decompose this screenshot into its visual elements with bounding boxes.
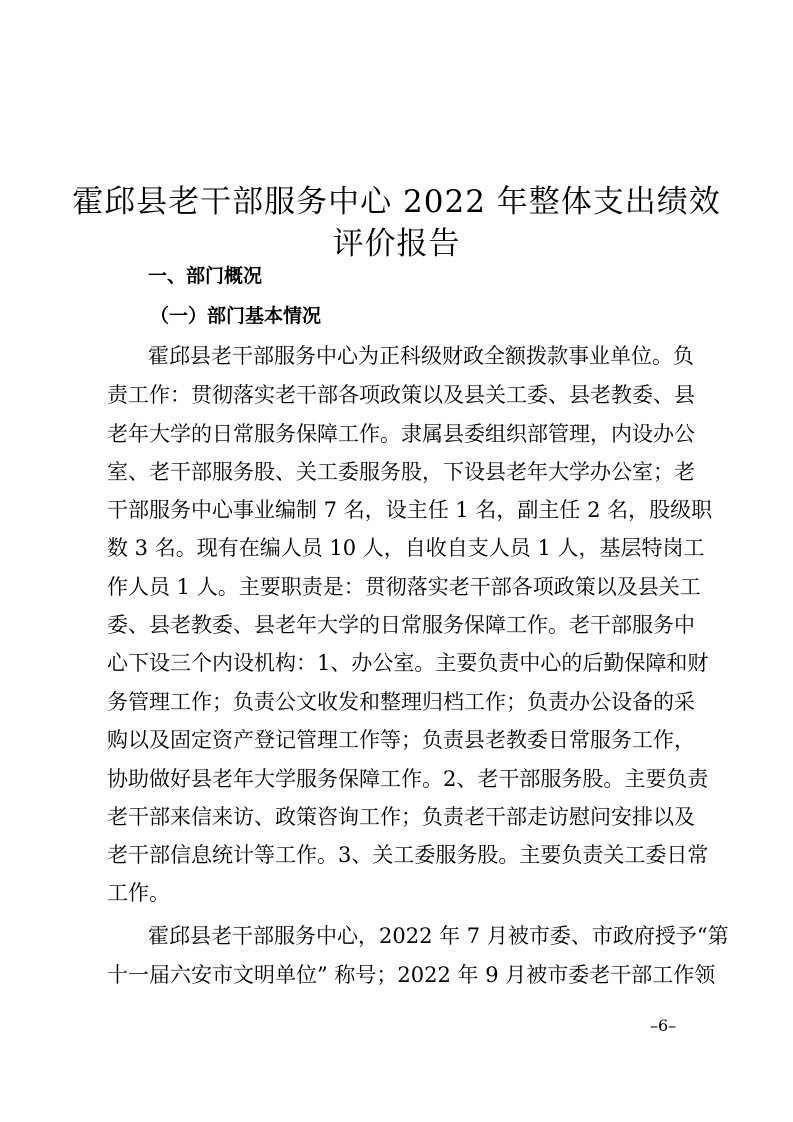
paragraph-line: 心下设三个内设机构：1、办公室。主要负责中心的后勤保障和财 [107,651,709,675]
report-title-line-1: 霍邱县老干部服务中心 2022 年整体支出绩效 [72,184,721,220]
page-number: –6– [650,1016,677,1035]
paragraph-line: 老年大学的日常服务保障工作。隶属县委组织部管理，内设办公 [107,422,695,446]
paragraph-line: 数 3 名。现有在编人员 10 人，自收自支人员 1 人，基层特岗工 [107,536,705,560]
paragraph-line: 干部服务中心事业编制 7 名，设主任 1 名，副主任 2 名，股级职 [107,498,713,522]
paragraph-line: 十一届六安市文明单位” 称号；2022 年 9 月被市委老干部工作领 [107,963,716,987]
paragraph-line: 老干部信息统计等工作。3、关工委服务股。主要负责关工委日常 [107,843,709,867]
paragraph-line: 室、老干部服务股、关工委服务股，下设县老年大学办公室；老 [107,460,695,484]
paragraph-line: 工作。 [107,881,170,905]
paragraph-line: 霍邱县老干部服务中心，2022 年 7 月被市委、市政府授予“第 [148,924,729,948]
section-heading-department-overview: 一、部门概况 [148,265,263,287]
paragraph-line: 老干部来信来访、政策咨询工作；负责老干部走访慰问安排以及 [107,805,695,829]
paragraph-line: 委、县老教委、县老年大学的日常服务保障工作。老干部服务中 [107,613,695,637]
paragraph-line: 作人员 1 人。主要职责是：贯彻落实老干部各项政策以及县关工 [107,575,701,599]
paragraph-line: 协助做好县老年大学服务保障工作。2、老干部服务股。主要负责 [107,767,709,791]
paragraph-line: 霍邱县老干部服务中心为正科级财政全额拨款事业单位。负 [148,344,694,368]
paragraph-line: 购以及固定资产登记管理工作等；负责县老教委日常服务工作， [107,728,695,752]
subsection-heading-basic-info: （一）部门基本情况 [150,305,322,327]
paragraph-line: 责工作：贯彻落实老干部各项政策以及县关工委、县老教委、县 [107,383,695,407]
paragraph-line: 务管理工作；负责公文收发和整理归档工作；负责办公设备的采 [107,690,695,714]
report-title-line-2: 评价报告 [332,226,461,262]
